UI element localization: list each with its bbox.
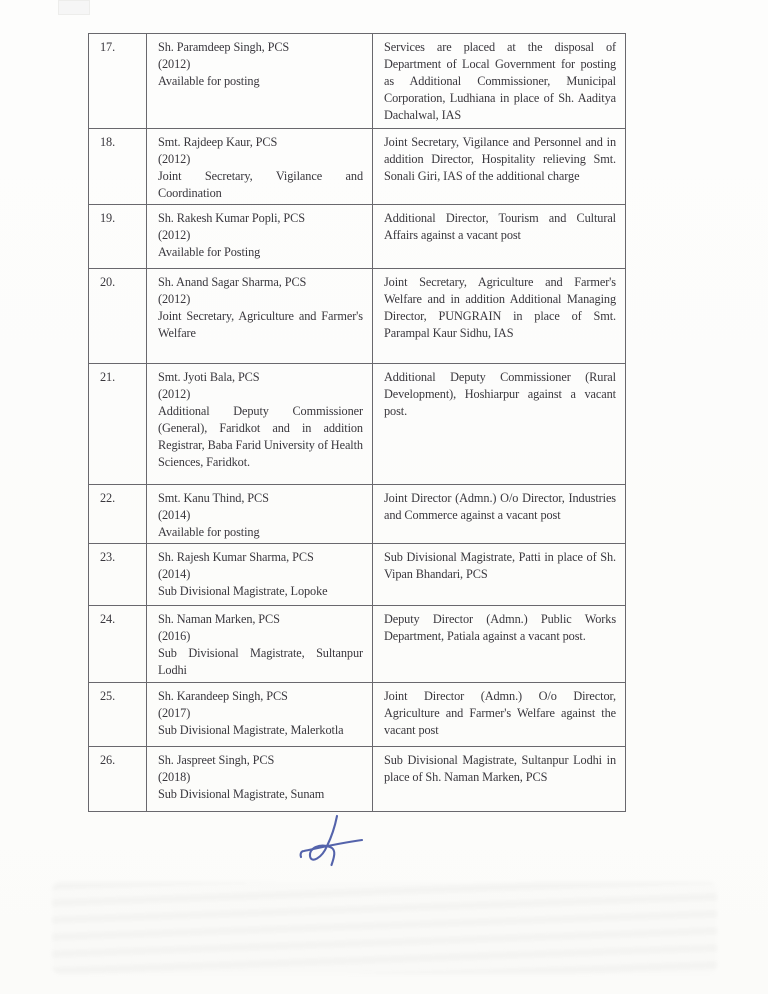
new-posting-cell: Additional Director, Tourism and Cultural Affairs against a vacant post [373,205,626,269]
officer-batch-year: (2012) [158,228,191,242]
scan-artifact-mark [58,0,90,15]
officer-name: Sh. Anand Sagar Sharma, PCS [158,275,307,289]
officer-batch-year: (2012) [158,152,191,166]
serial-number-cell: 24. [89,606,147,683]
officer-cell [147,747,373,812]
officer-batch-year: (2017) [158,706,191,720]
officer-name: Smt. Rajdeep Kaur, PCS [158,135,278,149]
serial-number-cell: 21. [89,364,147,485]
serial-number-cell: 26. [89,747,147,812]
officer-batch-year: (2014) [158,567,191,581]
current-posting: Available for Posting [158,245,261,259]
officer-cell [147,606,373,683]
officer-cell [147,544,373,606]
current-posting: Additional Deputy Commissioner (General), Faridkot and in addition Registrar, Baba Farid University of Health Sciences, Faridkot. [158,404,363,469]
table-row [89,544,626,606]
officer-cell [147,485,373,544]
table-row [89,683,626,747]
serial-number-cell: 20. [89,269,147,364]
current-posting: Joint Secretary, Agriculture and Farmer's Welfare [158,309,363,340]
current-posting: Available for posting [158,74,260,88]
officer-name: Sh. Naman Marken, PCS [158,612,280,626]
table-row [89,129,626,205]
officer-name: Smt. Jyoti Bala, PCS [158,370,260,384]
serial-number-cell: 18. [89,129,147,205]
serial-number-cell: 22. [89,485,147,544]
officer-name: Sh. Jaspreet Singh, PCS [158,753,275,767]
current-posting: Sub Divisional Magistrate, Malerkotla [158,723,344,737]
current-posting: Sub Divisional Magistrate, Sultanpur Lodhi [158,646,363,677]
officer-cell [147,364,373,485]
officer-cell [147,34,373,129]
current-posting: Available for posting [158,525,260,539]
officer-name: Smt. Kanu Thind, PCS [158,491,269,505]
officer-name: Sh. Rajesh Kumar Sharma, PCS [158,550,314,564]
new-posting-cell: Joint Secretary, Vigilance and Personnel and in addition Director, Hospitality relieving Smt. Sonali Giri, IAS of the additional charge [373,129,626,205]
officer-batch-year: (2012) [158,292,191,306]
table-row [89,747,626,812]
officer-cell [147,205,373,269]
new-posting-cell: Joint Director (Admn.) O/o Director, Industries and Commerce against a vacant post [373,485,626,544]
new-posting-cell: Sub Divisional Magistrate, Sultanpur Lodhi in place of Sh. Naman Marken, PCS [373,747,626,812]
serial-number-cell: 25. [89,683,147,747]
signature-ink [288,810,384,874]
officer-cell [147,129,373,205]
officer-batch-year: (2014) [158,508,191,522]
serial-number-cell: 19. [89,205,147,269]
table-row [89,269,626,364]
officer-name: Sh. Rakesh Kumar Popli, PCS [158,211,305,225]
officer-name: Sh. Karandeep Singh, PCS [158,689,288,703]
new-posting-cell: Deputy Director (Admn.) Public Works Department, Patiala against a vacant post. [373,606,626,683]
transfer-order-table [88,33,626,812]
officer-batch-year: (2018) [158,770,191,784]
new-posting-cell: Joint Secretary, Agriculture and Farmer's Welfare and in addition Additional Managing Director, PUNGRAIN in place of Smt. Parampal Kaur Sidhu, IAS [373,269,626,364]
table-row [89,205,626,269]
table-row [89,606,626,683]
current-posting: Sub Divisional Magistrate, Lopoke [158,584,328,598]
current-posting: Joint Secretary, Vigilance and Coordination [158,169,363,200]
new-posting-cell: Sub Divisional Magistrate, Patti in place of Sh. Vipan Bhandari, PCS [373,544,626,606]
table-row [89,364,626,485]
officer-name: Sh. Paramdeep Singh, PCS [158,40,290,54]
new-posting-cell: Joint Director (Admn.) O/o Director, Agriculture and Farmer's Welfare against the vacant post [373,683,626,747]
officer-batch-year: (2012) [158,57,191,71]
new-posting-cell: Additional Deputy Commissioner (Rural Development), Hoshiarpur against a vacant post. [373,364,626,485]
officer-cell [147,683,373,747]
new-posting-cell: Services are placed at the disposal of Department of Local Government for posting as Additional Commissioner, Municipal Corporation, Ludhiana in place of Sh. Aaditya Dachalwal, IAS [373,34,626,129]
current-posting: Sub Divisional Magistrate, Sunam [158,787,325,801]
officer-batch-year: (2016) [158,629,191,643]
table-row [89,485,626,544]
officer-cell [147,269,373,364]
reverse-page-bleed-through [52,882,717,974]
table-row [89,34,626,129]
serial-number-cell: 17. [89,34,147,129]
officer-batch-year: (2012) [158,387,191,401]
serial-number-cell: 23. [89,544,147,606]
